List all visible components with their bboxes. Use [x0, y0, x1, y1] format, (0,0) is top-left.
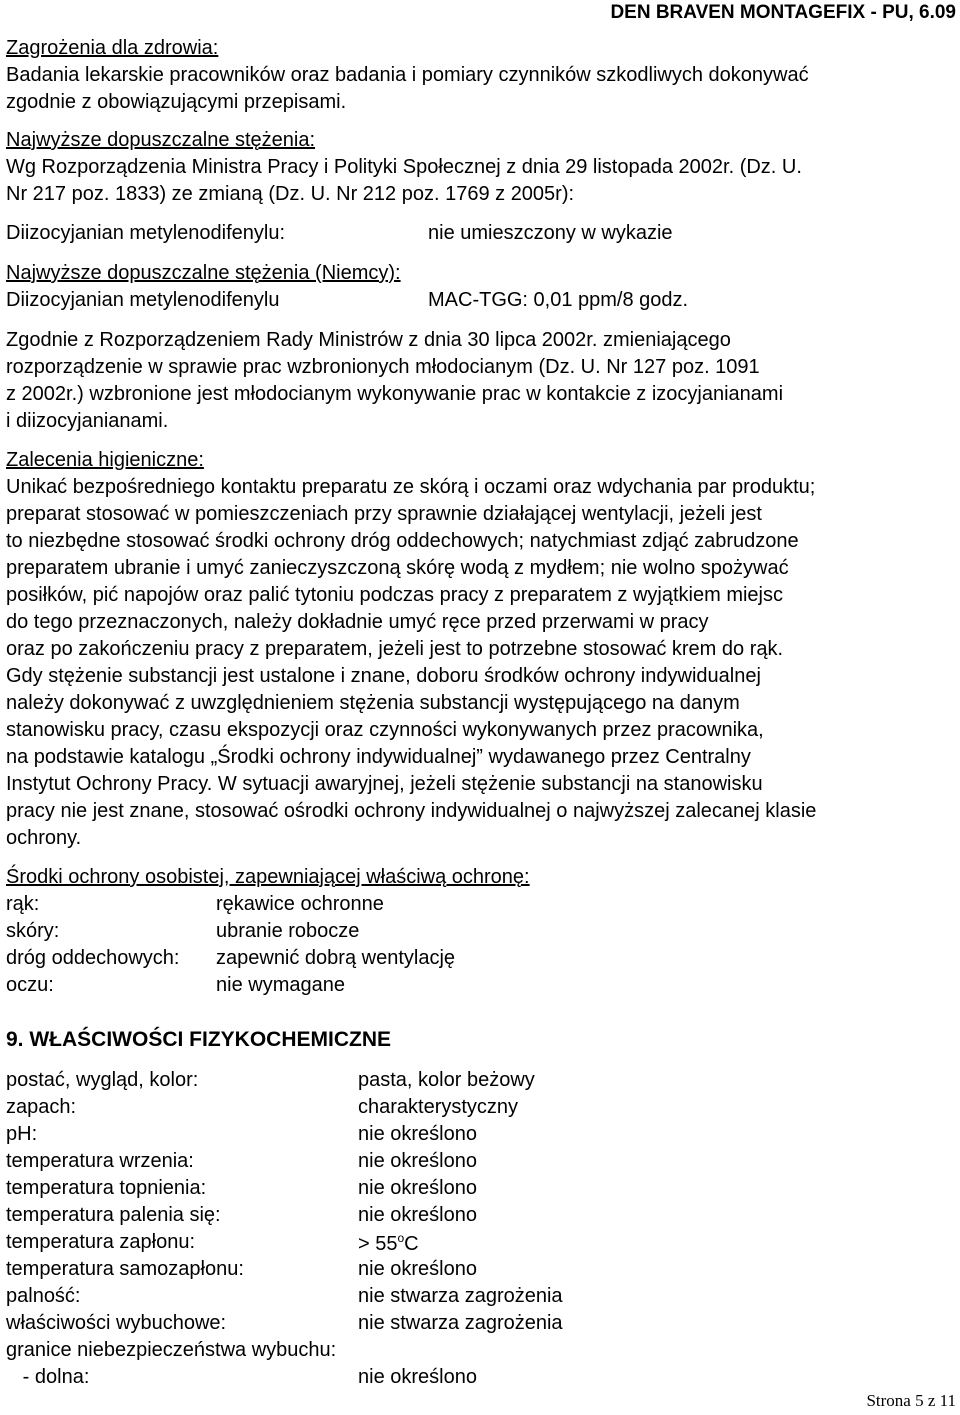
health-line: zgodnie z obowiązującymi przepisami. — [6, 91, 347, 113]
ppe-value: nie wymagane — [216, 974, 345, 996]
property-label: postać, wygląd, kolor: — [6, 1069, 199, 1091]
property-value: > 55 — [358, 1233, 398, 1255]
property-label: palność: — [6, 1285, 81, 1307]
hygiene-line: ochrony. — [6, 827, 82, 849]
property-value: charakterystyczny — [358, 1096, 519, 1118]
property-value-flash-point — [358, 1231, 419, 1256]
hygiene-line: to niezbędne stosować środki ochrony dróg oddechowych; natychmiast zdjąć zabrudzone — [6, 530, 799, 552]
hygiene-heading: Zalecenia higieniczne: — [6, 449, 204, 471]
nds-substance-label: Diizocyjanian metylenodifenylu: — [6, 222, 286, 244]
property-label: temperatura samozapłonu: — [6, 1258, 244, 1280]
property-label: zapach: — [6, 1096, 77, 1118]
property-value: nie określono — [358, 1150, 477, 1172]
property-label: - dolna: — [6, 1366, 90, 1388]
nds-line: Nr 217 poz. 1833) ze zmianą (Dz. U. Nr 212 poz. 1769 z 2005r): — [6, 183, 575, 205]
hygiene-line: oraz po zakończeniu pracy z preparatem, jeżeli jest to potrzebne stosować krem do rąk. — [6, 638, 784, 660]
regulation-line: Zgodnie z Rozporządzeniem Rady Ministrów z dnia 30 lipca 2002r. zmieniającego — [6, 329, 731, 351]
hygiene-line: pracy nie jest znane, stosować ośrodki ochrony indywidualnej o najwyższej zalecanej klasie — [6, 800, 817, 822]
property-label: temperatura topnienia: — [6, 1177, 207, 1199]
hygiene-line: posiłków, pić napojów oraz palić tytoniu podczas pracy z preparatem z wyjątkiem miejsc — [6, 584, 784, 606]
property-label: temperatura zapłonu: — [6, 1231, 196, 1253]
ppe-label: oczu: — [6, 974, 54, 996]
hygiene-line: należy dokonywać z uwzględnieniem stężenia substancji występującego na danym — [6, 692, 740, 714]
property-label: właściwości wybuchowe: — [6, 1312, 227, 1334]
health-line: Badania lekarskie pracowników oraz badania i pomiary czynników szkodliwych dokonywać — [6, 64, 809, 86]
hygiene-line: na podstawie katalogu „Środki ochrony indywidualnej” wydawanego przez Centralny — [6, 746, 751, 768]
nds-heading: Najwyższe dopuszczalne stężenia: — [6, 129, 316, 151]
nds-germany-substance-value: MAC-TGG: 0,01 ppm/8 godz. — [428, 289, 689, 311]
property-value: nie stwarza zagrożenia — [358, 1285, 563, 1307]
ppe-label: skóry: — [6, 920, 60, 942]
property-value: nie określono — [358, 1204, 477, 1226]
degree-superscript: o — [397, 1231, 405, 1245]
hygiene-line: do tego przeznaczonych, należy dokładnie umyć ręce przed przerwami w pracy — [6, 611, 709, 633]
regulation-line: rozporządzenie w sprawie prac wzbronionych młodocianym (Dz. U. Nr 127 poz. 1091 — [6, 356, 760, 378]
property-label: granice niebezpieczeństwa wybuchu: — [6, 1339, 337, 1361]
hygiene-line: stanowisku pracy, czasu ekspozycji oraz czynności wykonywanych przez pracownika, — [6, 719, 764, 741]
page-number: Strona 5 z 11 — [866, 1391, 956, 1410]
property-value: nie określono — [358, 1366, 477, 1388]
nds-substance-value: nie umieszczony w wykazie — [428, 222, 673, 244]
document-header: DEN BRAVEN MONTAGEFIX - PU, 6.09 — [610, 2, 956, 23]
property-value: pasta, kolor beżowy — [358, 1069, 535, 1091]
property-value: nie określono — [358, 1177, 477, 1199]
hygiene-line: Gdy stężenie substancji jest ustalone i znane, doboru środków ochrony indywidualnej — [6, 665, 761, 687]
property-value: nie stwarza zagrożenia — [358, 1312, 563, 1334]
nds-germany-heading: Najwyższe dopuszczalne stężenia (Niemcy): — [6, 262, 401, 284]
property-value: nie określono — [358, 1123, 477, 1145]
regulation-line: i diizocyjanianami. — [6, 410, 169, 432]
hygiene-line: Instytut Ochrony Pracy. W sytuacji awaryjnej, jeżeli stężenie substancji na stanowisku — [6, 773, 763, 795]
hygiene-line: preparat stosować w pomieszczeniach przy sprawnie działającej wentylacji, jeżeli jest — [6, 503, 762, 525]
ppe-value: ubranie robocze — [216, 920, 360, 942]
property-value: nie określono — [358, 1258, 477, 1280]
regulation-line: z 2002r.) wzbronione jest młodocianym wykonywanie prac w kontakcie z izocyjanianami — [6, 383, 784, 405]
ppe-label: dróg oddechowych: — [6, 947, 180, 969]
nds-line: Wg Rozporządzenia Ministra Pracy i Polityki Społecznej z dnia 29 listopada 2002r. (Dz. U. — [6, 156, 802, 178]
unit: C — [404, 1233, 419, 1255]
health-heading: Zagrożenia dla zdrowia: — [6, 37, 219, 59]
section-title: 9. WŁAŚCIWOŚCI FIZYKOCHEMICZNE — [6, 1028, 391, 1051]
ppe-value: zapewnić dobrą wentylację — [216, 947, 456, 969]
hygiene-line: preparatem ubranie i umyć zanieczyszczoną skórę wodą z mydłem; nie wolno spożywać — [6, 557, 789, 579]
property-label: temperatura wrzenia: — [6, 1150, 194, 1172]
ppe-value: rękawice ochronne — [216, 893, 384, 915]
property-label: pH: — [6, 1123, 38, 1145]
hygiene-line: Unikać bezpośredniego kontaktu preparatu ze skórą i oczami oraz wdychania par produktu; — [6, 476, 816, 498]
property-label: temperatura palenia się: — [6, 1204, 221, 1226]
ppe-label: rąk: — [6, 893, 40, 915]
ppe-heading: Środki ochrony osobistej, zapewniającej właściwą ochronę: — [6, 866, 530, 888]
nds-germany-substance-label: Diizocyjanian metylenodifenylu — [6, 289, 280, 311]
